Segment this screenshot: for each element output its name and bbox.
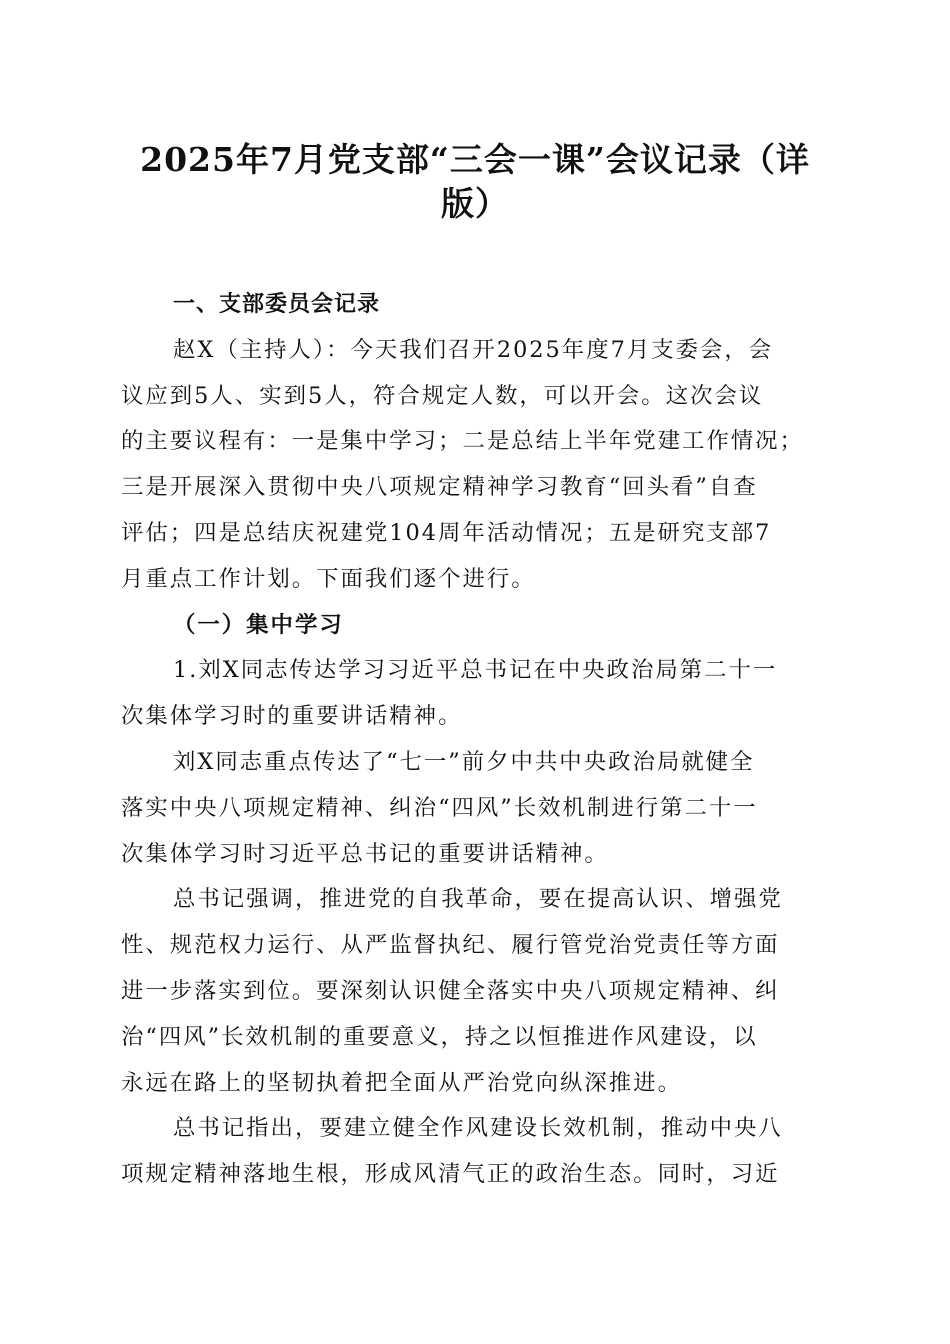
document-title	[110, 138, 840, 226]
paragraph-line: 次集体学习时的重要讲话精神。	[121, 703, 463, 730]
paragraph-line: 次集体学习时习近平总书记的重要讲话精神。	[121, 840, 609, 867]
paragraph-line: 治“四风”长效机制的重要意义，持之以恒推进作风建设，以	[121, 1023, 758, 1050]
paragraph-line: 的主要议程有：一是集中学习；二是总结上半年党建工作情况；	[121, 428, 804, 455]
title-line-2: 版）	[441, 184, 509, 223]
paragraph-line: 三是开展深入贯彻中央八项规定精神学习教育“回头看”自查	[121, 474, 758, 501]
paragraph-line: 永远在路上的坚韧执着把全面从严治党向纵深推进。	[121, 1069, 682, 1096]
subsection-heading: （一）集中学习	[173, 611, 344, 638]
paragraph-line: 性、规范权力运行、从严监督执纪、履行管党治党责任等方面	[121, 932, 780, 959]
paragraph-line: 赵X（主持人）：今天我们召开2025年度7月支委会，会	[173, 336, 774, 363]
paragraph-line: 项规定精神落地生根，形成风清气正的政治生态。同时，习近	[121, 1161, 780, 1188]
title-line-1: 2025年7月党支部“三会一课”会议记录（详	[140, 140, 810, 179]
section-heading: 一、支部委员会记录	[173, 292, 381, 317]
paragraph-line: 评估；四是总结庆祝建党104周年活动情况；五是研究支部7	[121, 519, 772, 546]
paragraph-line: 月重点工作计划。下面我们逐个进行。	[121, 565, 536, 592]
paragraph-line: 总书记强调，推进党的自我革命，要在提高认识、增强党	[173, 886, 783, 913]
paragraph-line: 刘X同志重点传达了“七一”前夕中共中央政治局就健全	[173, 748, 755, 775]
document-body	[121, 282, 831, 1198]
paragraph-line: 议应到5人、实到5人，符合规定人数，可以开会。这次会议	[121, 382, 764, 409]
paragraph-line: 总书记指出，要建立健全作风建设长效机制，推动中央八	[173, 1115, 783, 1142]
paragraph-line: 落实中央八项规定精神、纠治“四风”长效机制进行第二十一	[121, 794, 758, 821]
paragraph-line: 1.刘X同志传达学习习近平总书记在中央政治局第二十一	[173, 657, 778, 684]
paragraph-line: 进一步落实到位。要深刻认识健全落实中央八项规定精神、纠	[121, 977, 780, 1004]
